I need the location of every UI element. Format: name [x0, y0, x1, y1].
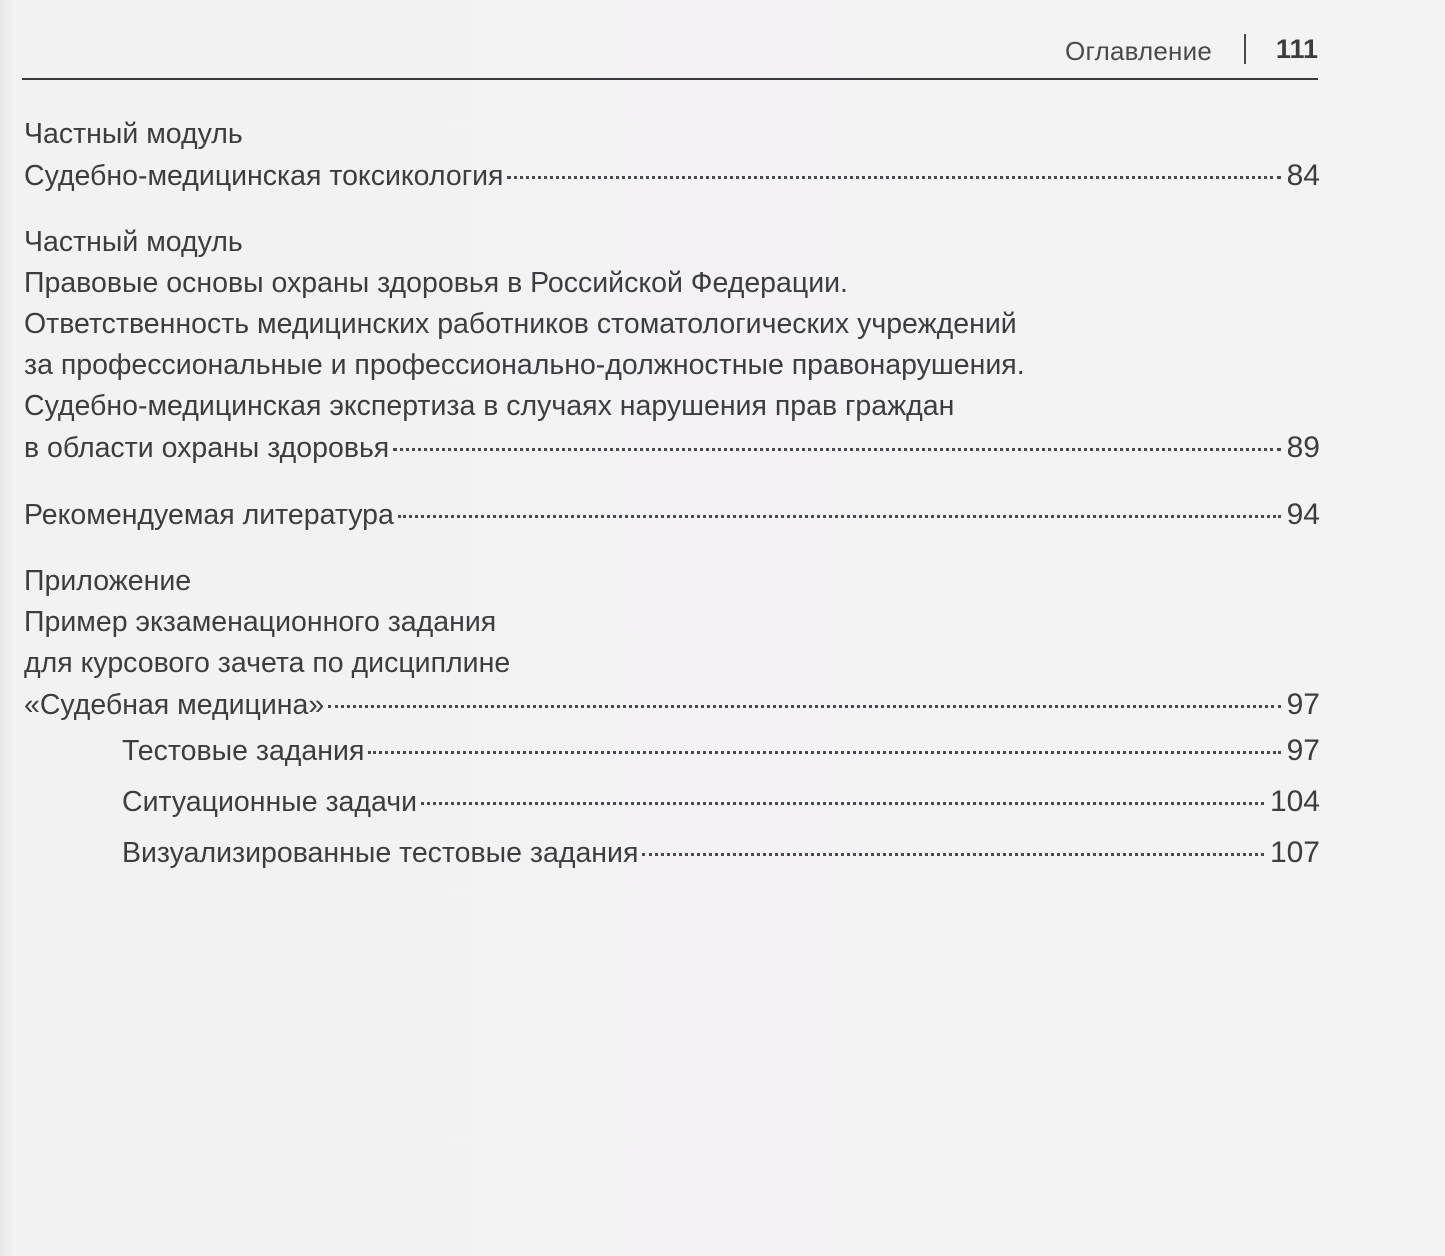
- dot-leader: [328, 705, 1280, 708]
- dot-leader: [368, 751, 1280, 754]
- toc-entry-title-line: за профессиональные и профессионально-должностные правонарушения.: [24, 349, 1025, 381]
- dot-leader: [398, 515, 1281, 518]
- toc-subentry-visual-tests: [24, 827, 1320, 878]
- toc-page-number: 107: [1269, 836, 1320, 869]
- toc-entry-heading: Приложение: [24, 565, 192, 597]
- toc-entry-title-line: для курсового зачета по дисциплине: [24, 647, 511, 679]
- toc-page-number: 89: [1286, 431, 1320, 464]
- dot-leader: [642, 853, 1264, 856]
- header-title: Оглавление: [1065, 36, 1212, 66]
- toc-entry-appendix: [24, 561, 1320, 878]
- toc-entry-title-row: [24, 494, 1320, 535]
- toc-entry-title: Рекомендуемая литература: [24, 499, 394, 531]
- table-of-contents: [24, 114, 1320, 878]
- toc-entry-title-line: Правовые основы охраны здоровья в Российской Федерации.: [24, 267, 848, 299]
- toc-entry-toxicology: [24, 114, 1320, 196]
- toc-subentry-title: Визуализированные тестовые задания: [122, 837, 639, 869]
- dot-leader: [421, 802, 1264, 805]
- toc-entry-title-line: Ответственность медицинских работников стоматологических учреждений: [24, 308, 1017, 340]
- dot-leader: [393, 448, 1280, 451]
- toc-entry-title: в области охраны здоровья: [24, 432, 390, 464]
- toc-entry-title-row: [24, 155, 1320, 196]
- toc-entry-title-line: Пример экзаменационного задания: [24, 606, 497, 638]
- running-header: [22, 28, 1318, 80]
- dot-leader: [507, 176, 1280, 179]
- toc-page-number: 84: [1286, 159, 1320, 192]
- header-separator: [1244, 34, 1246, 64]
- toc-subentry-title: Ситуационные задачи: [122, 786, 418, 818]
- toc-entry-heading: Частный модуль: [24, 226, 243, 258]
- toc-entry-title-row: [24, 684, 1320, 725]
- toc-entry-title: «Судебная медицина»: [24, 689, 325, 721]
- toc-page-number: 94: [1286, 498, 1320, 531]
- toc-subentry-tests: [24, 725, 1320, 776]
- toc-entry-heading: Частный модуль: [24, 118, 243, 150]
- toc-entry-title: Судебно-медицинская токсикология: [24, 160, 504, 192]
- toc-entry-legal: [24, 222, 1320, 468]
- toc-page-number: 104: [1269, 785, 1320, 818]
- toc-page-number: 97: [1286, 688, 1320, 721]
- toc-entry-title-row: [24, 427, 1320, 468]
- toc-subentry-situational: [24, 776, 1320, 827]
- toc-entry-literature: [24, 494, 1320, 535]
- toc-page-number: 97: [1286, 734, 1320, 767]
- toc-subentry-title: Тестовые задания: [122, 735, 365, 767]
- toc-entry-title-line: Судебно-медицинская экспертиза в случаях нарушения прав граждан: [24, 390, 955, 422]
- header-page-number: 111: [1275, 34, 1318, 64]
